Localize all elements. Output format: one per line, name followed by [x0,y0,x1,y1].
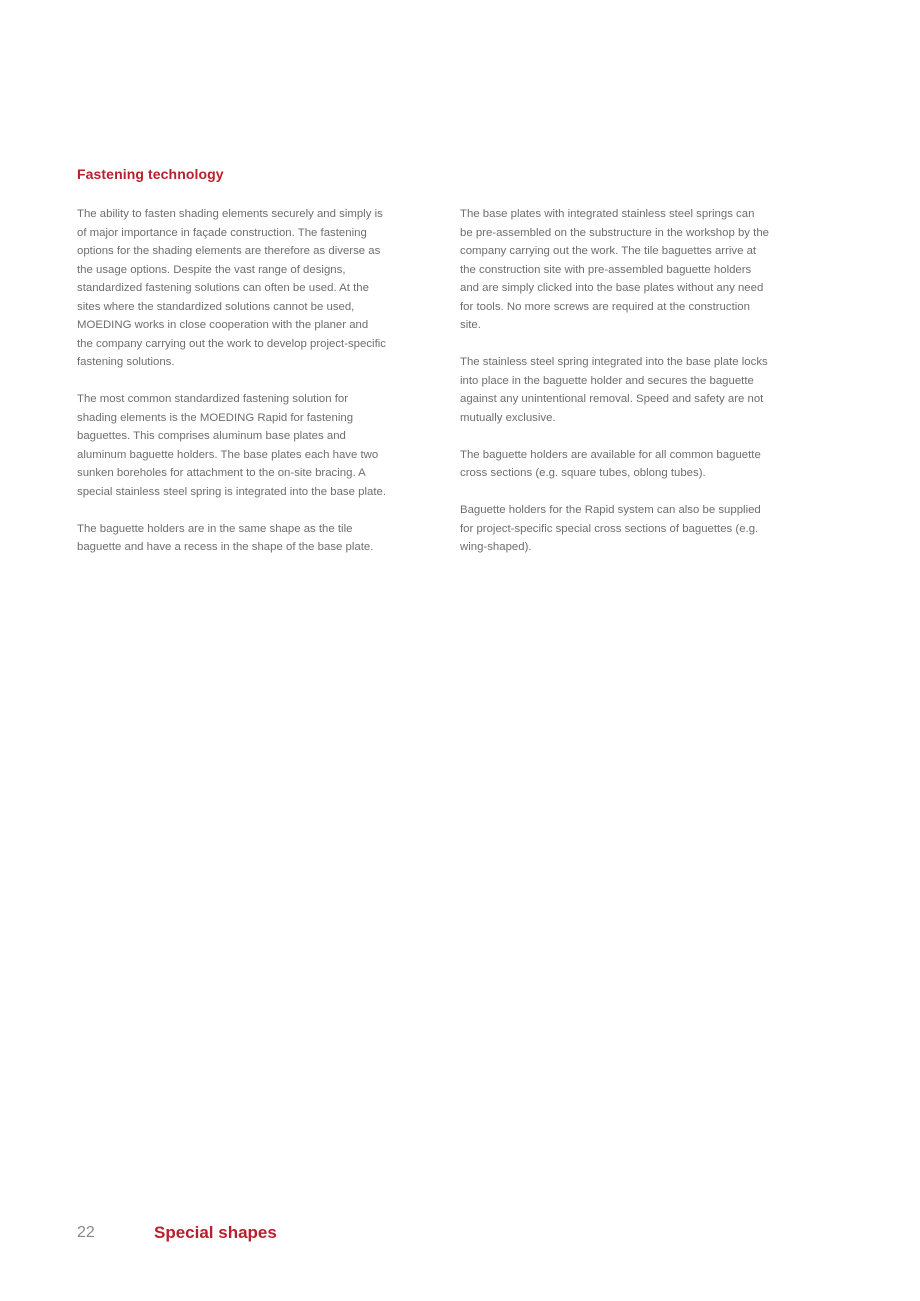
paragraph: The stainless steel spring integrated into the base plate locks into place in the baguette holder and secures the baguette against any unintentional removal. Speed and safety are not mutually exclusive. [460,356,768,424]
paragraph: The most common standardized fastening solution for shading elements is the MOEDING Rapid for fastening baguettes. This comprises aluminum base plates and aluminum baguette holders. The base plates each have two sunken boreholes for attachment to the on-site bracing. A special stainless steel spring is integrated into the base plate. [77,393,386,498]
paragraph: The ability to fasten shading elements securely and simply is of major importance in façade construction. The fastening options for the shading elements are therefore as diverse as the usage options. Despite the vast range of designs, standardized fastening solutions can often be used. At the sites where the standardized solutions cannot be used, MOEDING works in close cooperation with the planer and the company carrying out the work to develop project-specific fastening solutions. [77,208,386,368]
page-number: 22 [77,1224,95,1241]
section-heading: Fastening technology [77,166,224,182]
paragraph: The baguette holders are in the same shape as the tile baguette and have a recess in the shape of the base plate. [77,522,374,553]
paragraph: The baguette holders are available for all common baguette cross sections (e.g. square tubes, oblong tubes). [460,448,761,479]
paragraph: Baguette holders for the Rapid system can also be supplied for project-specific special cross sections of baguettes (e.g. wing-shaped). [460,504,761,553]
footer-section-title: Special shapes [154,1223,277,1242]
paragraph: The base plates with integrated stainless steel springs can be pre-assembled on the substructure in the workshop by the company carrying out the work. The tile baguettes arrive at the construction site with pre-assembled baguette holders and are simply clicked into the base plates without any need for tools. No more screws are required at the construction site. [460,208,769,331]
left-text-column [77,205,387,575]
right-text-column [460,205,770,575]
